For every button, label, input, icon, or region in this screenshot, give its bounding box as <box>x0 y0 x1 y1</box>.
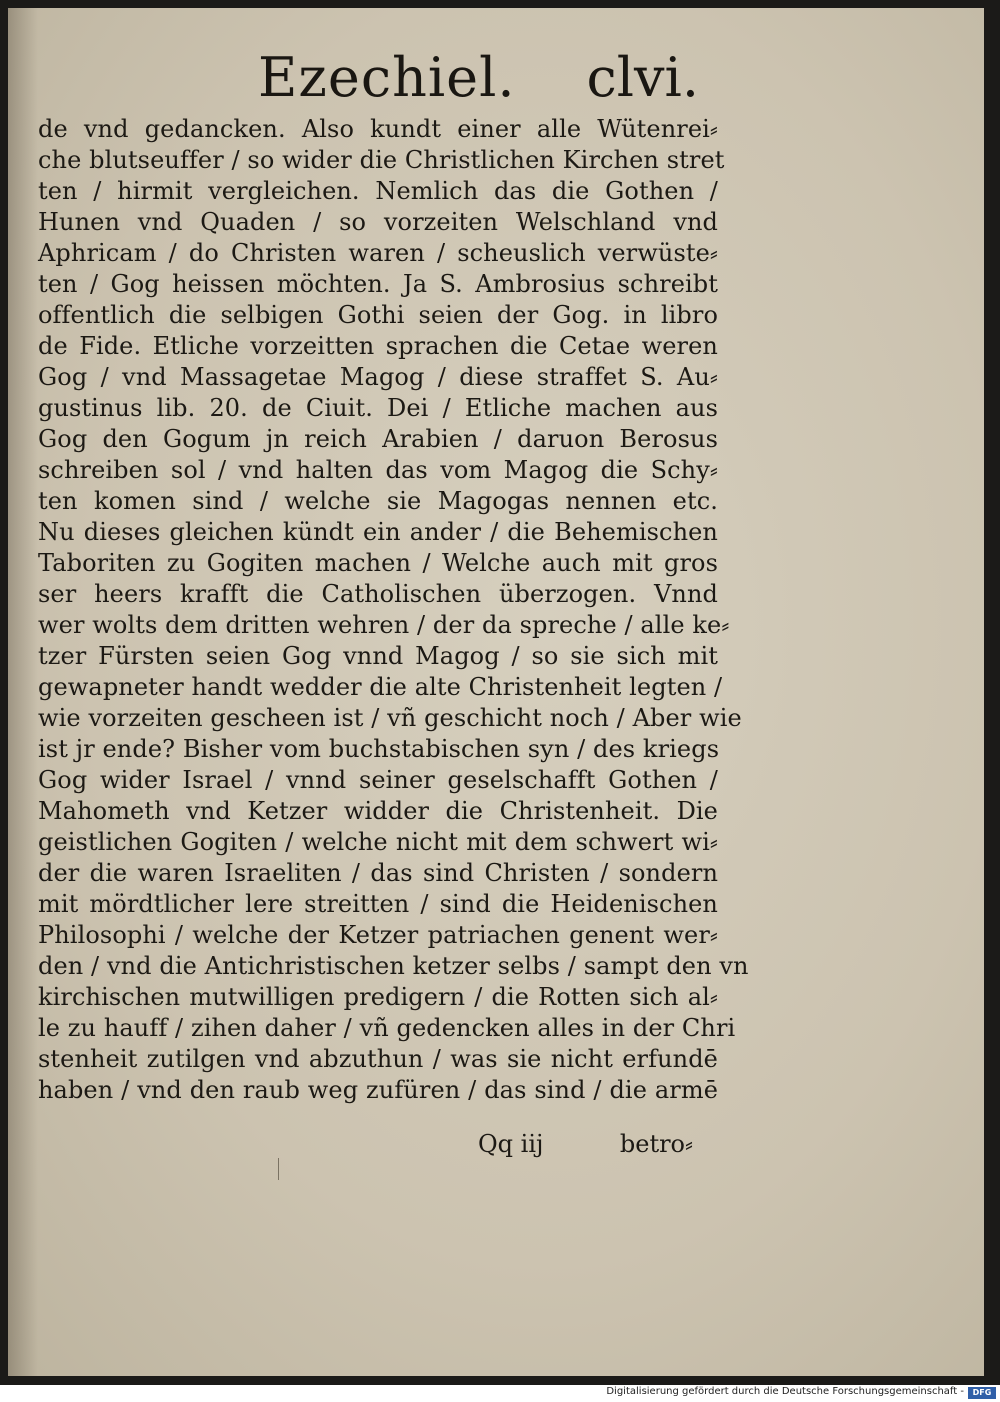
text-line: ten / Gog heissen möchten. Ja S. Ambrosius schreibt <box>38 270 718 298</box>
text-line: gewapneter handt wedder die alte Christenheit legten / <box>38 673 723 701</box>
text-line: tzer Fürsten seien Gog vnnd Magog / so sie sich mit <box>38 642 718 670</box>
text-line: le zu hauff / zihen daher / vñ gedencken alles in der Chri <box>38 1014 736 1042</box>
funding-credit: Digitalisierung gefördert durch die Deutsche Forschungsgemeinschaft - <box>606 1386 964 1397</box>
book-page <box>8 8 984 1376</box>
text-line: wie vorzeiten gescheen ist / vñ geschicht noch / Aber wie <box>38 704 742 732</box>
text-line: ser heers krafft die Catholischen überzogen. Vnnd <box>38 580 718 608</box>
text-line: der die waren Israeliten / das sind Christen / sondern <box>38 859 718 887</box>
text-line: Taboriten zu Gogiten machen / Welche auch mit gros <box>38 549 718 577</box>
text-line: schreiben sol / vnd halten das vom Magog die Schy⸗ <box>38 456 718 484</box>
text-line: ten / hirmit vergleichen. Nemlich das die Gothen / <box>38 177 718 205</box>
text-line: Mahometh vnd Ketzer widder die Christenheit. Die <box>38 797 718 825</box>
text-line: gustinus lib. 20. de Ciuit. Dei / Etliche machen aus <box>38 394 718 422</box>
catchword: betro⸗ <box>619 1130 693 1158</box>
digitization-footer <box>0 1385 1000 1402</box>
text-line: offentlich die selbigen Gothi seien der Gog. in libro <box>38 301 718 329</box>
text-line: Philosophi / welche der Ketzer patriachen genent wer⸗ <box>38 921 718 949</box>
text-line: Hunen vnd Quaden / so vorzeiten Welschland vnd <box>38 208 718 236</box>
text-line: che blutseuffer / so wider die Christlichen Kirchen stret <box>38 146 725 174</box>
page-gutter-shadow <box>8 8 38 1376</box>
signature-line <box>478 1130 693 1170</box>
text-line: Gog den Gogum jn reich Arabien / daruon Berosus <box>38 425 718 453</box>
text-line: de vnd gedancken. Also kundt einer alle Wütenrei⸗ <box>38 115 718 143</box>
dfg-logo: DFG <box>968 1387 996 1399</box>
text-line: haben / vnd den raub weg zufüren / das sind / die armē <box>38 1076 718 1104</box>
text-line: geistlichen Gogiten / welche nicht mit dem schwert wi⸗ <box>38 828 718 856</box>
running-head-title: Ezechiel. <box>258 46 516 109</box>
stray-ink-mark <box>278 1158 283 1180</box>
text-line: de Fide. Etliche vorzeitten sprachen die Cetae weren <box>38 332 718 360</box>
text-line: kirchischen mutwilligen predigern / die Rotten sich al⸗ <box>38 983 718 1011</box>
text-line: wer wolts dem dritten wehren / der da spreche / alle ke⸗ <box>38 611 730 639</box>
text-line: Gog wider Israel / vnnd seiner geselschafft Gothen / <box>38 766 718 794</box>
text-line: Nu dieses gleichen kündt ein ander / die Behemischen <box>38 518 718 546</box>
text-line: den / vnd die Antichristischen ketzer selbs / sampt den vn <box>38 952 749 980</box>
text-line: stenheit zutilgen vnd abzuthun / was sie nicht erfundē <box>38 1045 718 1073</box>
text-line: ten komen sind / welche sie Magogas nennen etc. <box>38 487 718 515</box>
folio-number: clvi. <box>586 46 699 109</box>
text-line: ist jr ende? Bisher vom buchstabischen syn / des kriegs <box>38 735 720 763</box>
signature-mark: Qq iij <box>478 1130 544 1158</box>
body-text <box>38 114 749 1106</box>
text-line: mit mördtlicher lere streitten / sind die Heidenischen <box>38 890 718 918</box>
text-line: Gog / vnd Massagetae Magog / diese straffet S. Au⸗ <box>38 363 718 391</box>
text-line: Aphricam / do Christen waren / scheuslich verwüste⸗ <box>38 239 718 267</box>
